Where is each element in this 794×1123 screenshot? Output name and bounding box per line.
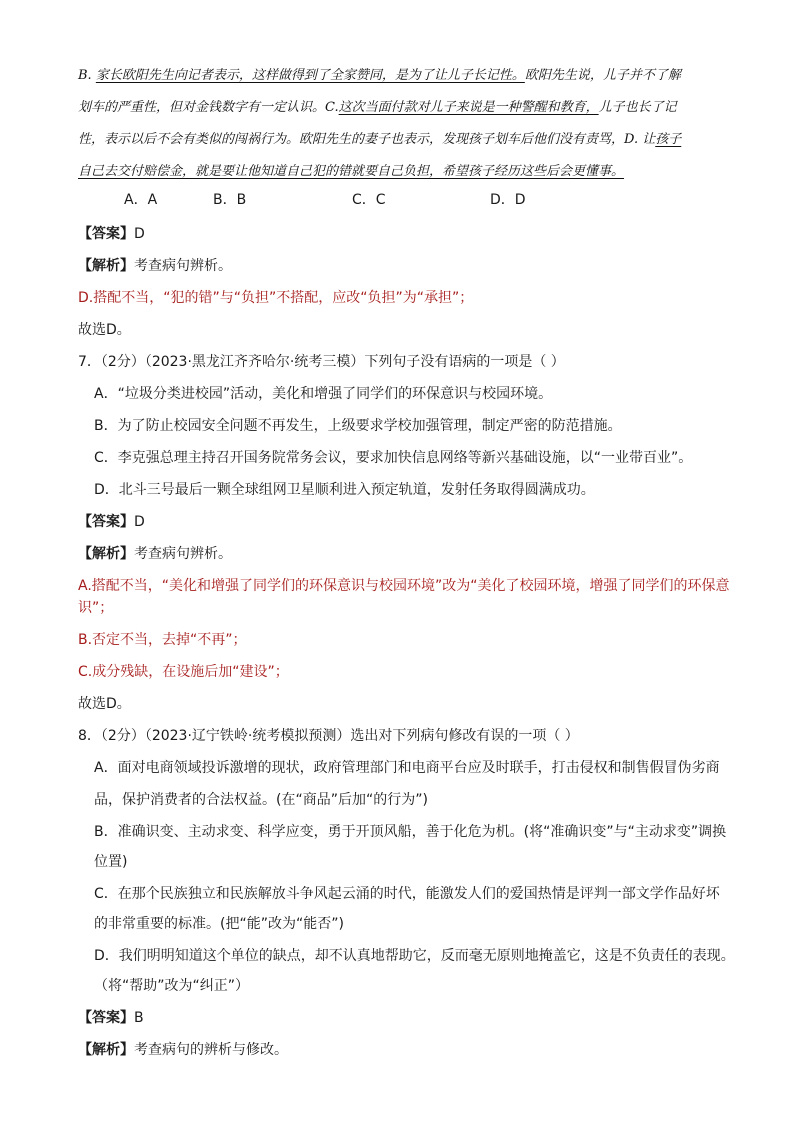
q6-conclusion: 故选D。: [78, 322, 131, 338]
q7-answer: [78, 512, 145, 532]
q7-analysis-line-1: A.搭配不当，“美化和增强了同学们的环保意识与校园环境”改为“美化了校园环境，增强了同学们的环保意: [78, 578, 730, 594]
q6-option-c[interactable]: C．C: [352, 192, 386, 208]
q8-option-c-line-2: 的非常重要的标准。(把“能”改为“能否”): [94, 916, 344, 932]
answer-value: D: [134, 226, 145, 242]
analysis-text: 考查病句的辨析与修改。: [134, 1042, 288, 1058]
analysis-tag: 【解析】: [78, 546, 134, 562]
answer-value: B: [134, 1010, 144, 1026]
passage-text: 划车的严重性，但对金钱数字有一定认识。C.: [78, 100, 339, 115]
q7-option-c[interactable]: C．李克强总理主持召开国务院常务会议，要求加快信息网络等新兴基础设施，以“一业带百业”。: [94, 450, 693, 466]
analysis-tag: 【解析】: [78, 258, 134, 274]
answer-value: D: [134, 514, 145, 530]
passage-line: [78, 130, 681, 150]
q7-stem: 7．（2分）（2023·黑龙江齐齐哈尔·统考三模）下列句子没有语病的一项是（ ）: [78, 354, 565, 370]
q8-option-c-line-1[interactable]: C．在那个民族独立和民族解放斗争风起云涌的时代，能激发人们的爱国热情是评判一部文学作品好坏: [94, 886, 720, 902]
analysis-text: 考查病句辨析。: [134, 258, 232, 274]
q6-analysis: [78, 256, 232, 276]
q8-option-b-line-1[interactable]: B．准确识变、主动求变、科学应变，勇于开顶风船，善于化危为机。(将“准确识变”与“主动求变”调换: [94, 824, 727, 840]
q7-analysis-line-3: B.否定不当，去掉“不再”；: [78, 632, 247, 648]
answer-tag: 【答案】: [78, 514, 134, 530]
q8-analysis: [78, 1040, 288, 1060]
underlined-text: 这次当面付款对儿子来说是一种警醒和教育，: [338, 100, 599, 115]
q8-option-b-line-2: 位置): [94, 854, 128, 870]
q7-conclusion: 故选D。: [78, 696, 131, 712]
q7-option-d[interactable]: D．北斗三号最后一颗全球组网卫星顺利进入预定轨道，发射任务取得圆满成功。: [94, 482, 595, 498]
q6-option-d[interactable]: D．D: [490, 192, 526, 208]
q6-option-a[interactable]: A．A: [124, 192, 158, 208]
passage-line: [78, 66, 681, 86]
q7-option-a[interactable]: A．“垃圾分类进校园”活动，美化和增强了同学们的环保意识与校园环境。: [94, 386, 553, 402]
answer-tag: 【答案】: [78, 226, 134, 242]
q7-analysis-line-2: 识”；: [78, 600, 114, 616]
q6-option-b[interactable]: B．B: [213, 192, 247, 208]
q7-option-b[interactable]: B．为了防止校园安全问题不再发生，上级要求学校加强管理，制定严密的防范措施。: [94, 418, 622, 434]
passage-text: 儿子也长了记: [598, 100, 677, 115]
q6-analysis-line: D.搭配不当，“犯的错”与“负担”不搭配，应改“负担”为“承担”；: [78, 290, 474, 306]
underlined-text: 孩子: [655, 132, 682, 147]
passage-text: B.: [78, 68, 96, 83]
passage-line: [78, 98, 677, 118]
q8-stem: 8．（2分）（2023·辽宁铁岭·统考模拟预测）选出对下列病句修改有误的一项（ ）: [78, 728, 579, 744]
underlined-text: 自己去交付赔偿金，就是要让他知道自己犯的错就要自己负担，希望孩子经历这些后会更懂事。: [78, 164, 625, 179]
underlined-text: 家长欧阳先生向记者表示，这样做得到了全家赞同，是为了让儿子长记性。: [95, 68, 525, 83]
q7-analysis-line-4: C.成分残缺，在设施后加“建设”；: [78, 664, 289, 680]
q8-option-a-line-2: 品，保护消费者的合法权益。(在“商品”后加“的行为”): [94, 792, 428, 808]
answer-tag: 【答案】: [78, 1010, 134, 1026]
analysis-text: 考查病句辨析。: [134, 546, 232, 562]
q8-option-d-line-2: （将“帮助”改为“纠正”）: [94, 978, 250, 994]
q7-analysis: [78, 544, 232, 564]
analysis-tag: 【解析】: [78, 1042, 134, 1058]
passage-text: 欧阳先生说，儿子并不了解: [524, 68, 681, 83]
q8-option-d-line-1[interactable]: D．我们明明知道这个单位的缺点，却不认真地帮助它，反而毫无原则地掩盖它，这是不负责任的表现。: [94, 948, 735, 964]
passage-line: [78, 162, 624, 182]
q8-option-a-line-1[interactable]: A．面对电商领域投诉激增的现状，政府管理部门和电商平台应及时联手，打击侵权和制售假冒伪劣商: [94, 760, 720, 776]
q8-answer: [78, 1008, 144, 1028]
q6-answer: [78, 224, 145, 244]
passage-text: 性，表示以后不会有类似的闯祸行为。欧阳先生的妻子也表示，发现孩子划车后他们没有责骂，D. 让: [78, 132, 656, 147]
